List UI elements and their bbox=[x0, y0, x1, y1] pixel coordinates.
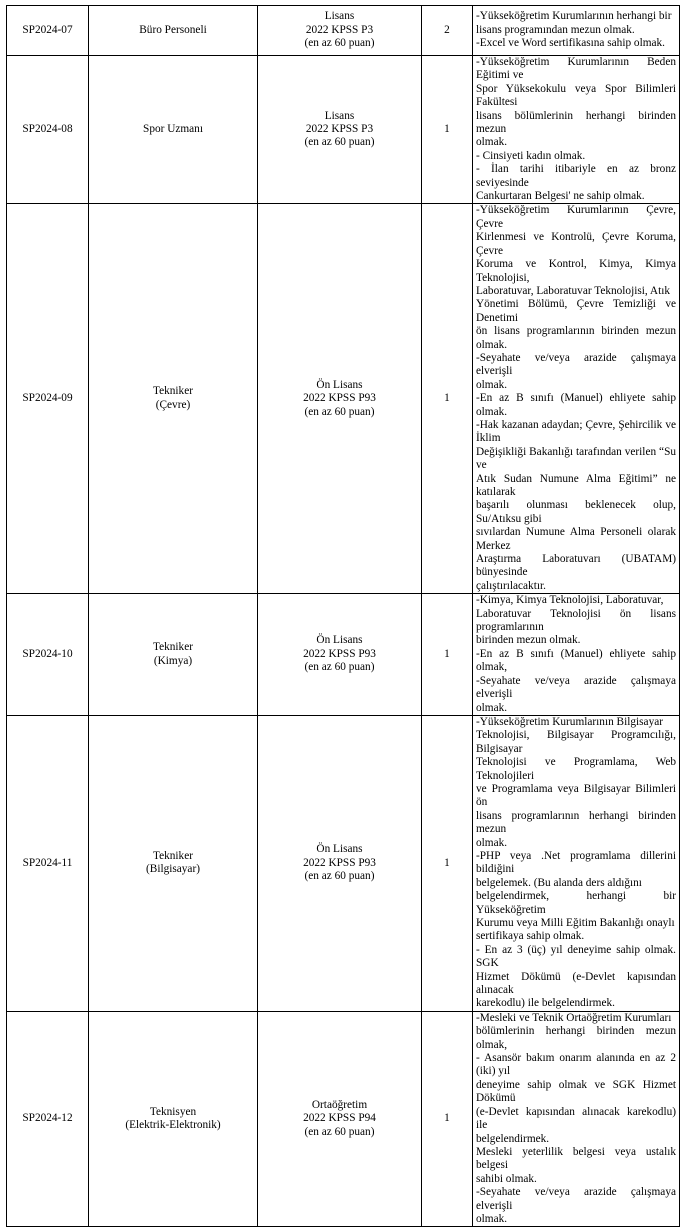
requirement-line: Teknolojisi ve Programlama, Web Teknolojileri bbox=[476, 756, 676, 782]
education-line: (en az 60 puan) bbox=[304, 37, 375, 50]
requirement-line: -Yükseköğretim Kurumlarının herhangi bir bbox=[476, 10, 672, 23]
requirement-line: ve Programlama veya Bilgisayar Bilimleri ön bbox=[476, 782, 676, 809]
position-title-line: Teknisyen bbox=[149, 1105, 197, 1118]
requirement-line: çalıştırılacaktır. bbox=[476, 579, 546, 592]
position-title-line: Tekniker bbox=[153, 849, 193, 862]
requirement-line: Teknolojisi, Bilgisayar Programcılığı, Bilgisayar bbox=[476, 729, 676, 755]
education-level bbox=[258, 6, 422, 56]
position-count: 1 bbox=[422, 56, 473, 204]
position-title bbox=[89, 204, 258, 594]
table-row bbox=[7, 6, 680, 56]
table-row bbox=[7, 594, 680, 716]
requirement-line: belgelemek. (Bu alanda ders aldığını bbox=[476, 876, 642, 889]
position-title-line: (Elektrik-Elektronik) bbox=[125, 1119, 221, 1132]
position-title bbox=[89, 1011, 258, 1227]
table-row bbox=[7, 1011, 680, 1227]
requirement-line: - İlan tarihi itibariyle en az bronz seviyesinde bbox=[476, 163, 676, 189]
requirements bbox=[473, 204, 680, 594]
education-line: (en az 60 puan) bbox=[304, 1125, 375, 1138]
requirement-line: -Yükseköğretim Kurumlarının Çevre, Çevre bbox=[476, 204, 676, 230]
requirements bbox=[473, 1011, 680, 1227]
table-row bbox=[7, 715, 680, 1011]
education-line: Ön Lisans bbox=[316, 378, 363, 391]
requirement-line: -Seyahate ve/veya arazide çalışmaya elverişli bbox=[476, 674, 676, 701]
requirement-line: belgelendirmek, herhangi bir Yükseköğretim bbox=[476, 890, 676, 916]
education-line: 2022 KPSS P3 bbox=[305, 23, 374, 36]
requirement-line: sertifikaya sahip olmak. bbox=[476, 930, 585, 943]
education-line: 2022 KPSS P94 bbox=[303, 1112, 376, 1125]
requirement-line: -Mesleki ve Teknik Ortaöğretim Kurumları bbox=[476, 1011, 672, 1024]
education-line: 2022 KPSS P93 bbox=[303, 392, 376, 405]
requirement-line: sıvılardan Numune Alma Personeli olarak Merkez bbox=[476, 526, 676, 552]
requirement-line: Laboratuvar, Laboratuvar Teknolojisi, Atık bbox=[476, 284, 670, 297]
requirement-line: deneyime sahip olmak ve SGK Hizmet Dökümü bbox=[476, 1078, 676, 1105]
position-title bbox=[89, 594, 258, 716]
requirement-line: olmak. bbox=[476, 378, 508, 391]
requirement-line: başarılı olunması beklenecek olup, Su/Atıksu gibi bbox=[476, 499, 676, 525]
requirement-line: birinden mezun olmak. bbox=[476, 634, 581, 647]
position-title-line: Tekniker bbox=[153, 641, 193, 654]
education-line: 2022 KPSS P93 bbox=[303, 856, 376, 869]
position-code: SP2024-11 bbox=[7, 715, 89, 1011]
education-line: Ön Lisans bbox=[316, 843, 363, 856]
requirement-line: -En az B sınıfı (Manuel) ehliyete sahip olmak. bbox=[476, 392, 676, 418]
requirement-line: -Hak kazanan adaydan; Çevre, Şehircilik ve İklim bbox=[476, 418, 676, 445]
position-count: 1 bbox=[422, 715, 473, 1011]
education-level bbox=[258, 594, 422, 716]
requirement-line: - En az 3 (üç) yıl deneyime sahip olmak. SGK bbox=[476, 943, 676, 970]
education-level bbox=[258, 56, 422, 204]
requirement-line: lisans programından mezun olmak. bbox=[476, 23, 635, 36]
education-line: (en az 60 puan) bbox=[304, 405, 375, 418]
position-title-line: Spor Uzmanı bbox=[143, 123, 203, 136]
requirement-line: -Seyahate ve/veya arazide çalışmaya elverişli bbox=[476, 351, 676, 378]
requirement-line: -Kimya, Kimya Teknolojisi, Laboratuvar, bbox=[476, 594, 664, 607]
requirement-line: sahibi olmak. bbox=[476, 1172, 537, 1185]
requirement-line: Cankurtaran Belgesi' ne sahip olmak. bbox=[476, 190, 645, 203]
requirement-line: (e-Devlet kapısından alınacak karekodlu) ile bbox=[476, 1105, 676, 1132]
position-code: SP2024-07 bbox=[7, 6, 89, 56]
requirement-line: bölümlerinin herhangi birinden mezun olmak, bbox=[476, 1025, 676, 1051]
position-title-line: (Bilgisayar) bbox=[146, 863, 200, 876]
requirement-line: olmak. bbox=[476, 1212, 508, 1225]
requirement-line: -Yükseköğretim Kurumlarının Beden Eğitimi ve bbox=[476, 56, 676, 82]
position-count: 1 bbox=[422, 204, 473, 594]
requirement-line: - Asansör bakım onarım alanında en az 2 (iki) yıl bbox=[476, 1052, 676, 1078]
requirement-line: belgelendirmek. bbox=[476, 1132, 550, 1145]
education-line: Lisans bbox=[324, 10, 355, 23]
position-code: SP2024-10 bbox=[7, 594, 89, 716]
requirement-line: Araştırma Laboratuvarı (UBATAM) bünyesinde bbox=[476, 553, 676, 579]
requirement-line: -PHP veya .Net programlama dillerini bildiğini bbox=[476, 849, 676, 876]
table-body bbox=[7, 6, 680, 1227]
position-code: SP2024-08 bbox=[7, 56, 89, 204]
requirements bbox=[473, 594, 680, 716]
requirement-line: olmak. bbox=[476, 701, 508, 714]
requirement-line: karekodlu) ile belgelendirmek. bbox=[476, 997, 615, 1010]
education-level bbox=[258, 204, 422, 594]
education-level bbox=[258, 715, 422, 1011]
position-title-line: (Çevre) bbox=[155, 398, 191, 411]
requirement-line: - Cinsiyeti kadın olmak. bbox=[476, 149, 586, 162]
education-line: (en az 60 puan) bbox=[304, 870, 375, 883]
requirement-line: Koruma ve Kontrol, Kimya, Kimya Teknolojisi, bbox=[476, 258, 676, 284]
requirement-line: Laboratuvar Teknolojisi ön lisans programlarının bbox=[476, 607, 676, 634]
education-line: (en az 60 puan) bbox=[304, 136, 375, 149]
requirement-line: -Yükseköğretim Kurumlarının Bilgisayar bbox=[476, 715, 663, 728]
education-line: Lisans bbox=[324, 109, 355, 122]
position-title-line: (Kimya) bbox=[153, 654, 193, 667]
position-title bbox=[89, 6, 258, 56]
requirement-line: Yönetimi Bölümü, Çevre Temizliği ve Denetimi bbox=[476, 298, 676, 324]
requirement-line: -En az B sınıfı (Manuel) ehliyete sahip olmak, bbox=[476, 647, 676, 674]
requirements bbox=[473, 6, 680, 56]
requirement-line: lisans programlarının herhangi birinden mezun bbox=[476, 809, 676, 836]
requirement-line: Mesleki yeterlilik belgesi veya ustalık belgesi bbox=[476, 1145, 676, 1172]
requirement-line: lisans bölümlerinin herhangi birinden mezun bbox=[476, 109, 676, 136]
position-title-line: Büro Personeli bbox=[139, 23, 207, 36]
requirement-line: Atık Sudan Numune Alma Eğitimi” ne katılarak bbox=[476, 472, 676, 498]
requirement-line: olmak. bbox=[476, 836, 508, 849]
education-line: 2022 KPSS P3 bbox=[305, 123, 374, 136]
table-row bbox=[7, 204, 680, 594]
education-line: 2022 KPSS P93 bbox=[303, 647, 376, 660]
education-line: Ortaöğretim bbox=[311, 1098, 368, 1111]
job-positions-table bbox=[6, 5, 680, 1227]
requirement-line: -Excel ve Word sertifikasına sahip olmak. bbox=[476, 37, 665, 50]
education-line: Ön Lisans bbox=[316, 634, 363, 647]
requirement-line: -Seyahate ve/veya arazide çalışmaya elverişli bbox=[476, 1186, 676, 1212]
requirement-line: Hizmet Dökümü (e-Devlet kapısından alınacak bbox=[476, 970, 676, 997]
requirements bbox=[473, 715, 680, 1011]
position-count: 1 bbox=[422, 594, 473, 716]
requirement-line: olmak. bbox=[476, 136, 508, 149]
requirement-line: ön lisans programlarının birinden mezun olmak. bbox=[476, 325, 676, 351]
position-count: 1 bbox=[422, 1011, 473, 1227]
requirements bbox=[473, 56, 680, 204]
education-line: (en az 60 puan) bbox=[304, 661, 375, 674]
position-count: 2 bbox=[422, 6, 473, 56]
table-row bbox=[7, 56, 680, 204]
position-code: SP2024-12 bbox=[7, 1011, 89, 1227]
requirement-line: Değişikliği Bakanlığı tarafından verilen “Su ve bbox=[476, 445, 676, 472]
requirement-line: Spor Yüksekokulu veya Spor Bilimleri Fakültesi bbox=[476, 82, 676, 109]
requirement-line: Kirlenmesi ve Kontrolü, Çevre Koruma, Çevre bbox=[476, 231, 676, 257]
position-code: SP2024-09 bbox=[7, 204, 89, 594]
position-title bbox=[89, 56, 258, 204]
education-level bbox=[258, 1011, 422, 1227]
position-title-line: Tekniker bbox=[153, 385, 193, 398]
requirement-line: Kurumu veya Milli Eğitim Bakanlığı onaylı bbox=[476, 917, 675, 929]
position-title bbox=[89, 715, 258, 1011]
